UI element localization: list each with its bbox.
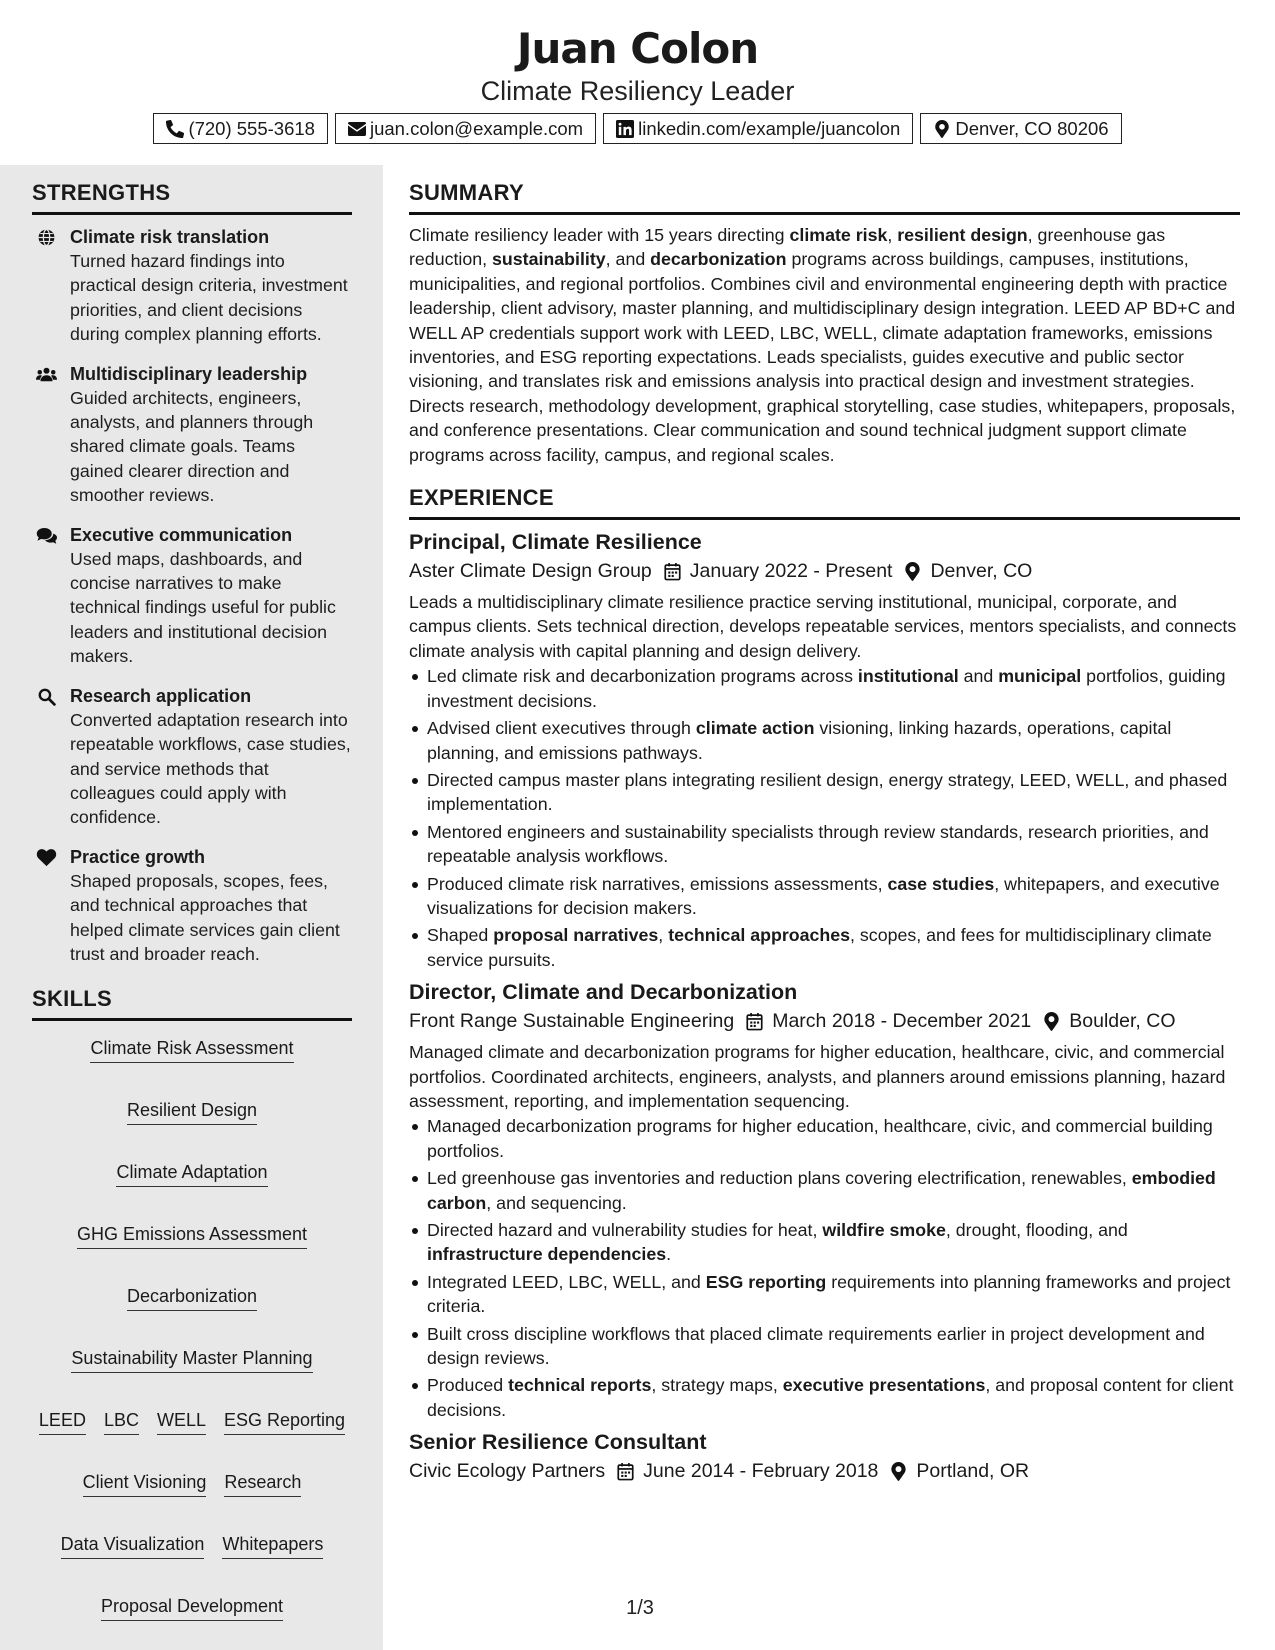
strength-text: Used maps, dashboards, and concise narratives to make technical findings useful for public leaders and institutional decision makers. [70,548,336,667]
skill-tag: ESG Reporting [224,1409,345,1435]
job-bullets [409,664,1240,972]
skill-tag: Client Visioning [83,1471,207,1497]
calendar-icon [664,562,681,581]
contact-email-text: juan.colon@example.com [369,117,584,139]
map-pin-icon [890,1462,907,1481]
map-pin-icon [904,562,921,581]
contact-phone[interactable] [153,113,328,144]
job-entry [409,528,1240,972]
skill-tag: Proposal Development [101,1595,283,1621]
job-meta [409,1006,1240,1036]
job-description: Leads a multidisciplinary climate resilience practice serving institutional, municipal, corporate, and campus clients. Sets technical direction, develops repeatable services, mentors specialists, and connects climate analysis with capital planning and design delivery. [409,592,1237,661]
strength-title: Multidisciplinary leadership [70,363,308,384]
resume-header [0,0,1275,144]
globe-icon [36,228,57,247]
strength-text: Turned hazard findings into practical design criteria, investment priorities, and client decisions during complex planning efforts. [70,251,348,345]
skill-tag: Sustainability Master Planning [71,1347,312,1373]
strength-title: Research application [70,685,252,706]
contact-linkedin-text: linkedin.com/example/juancolon [638,117,901,139]
summary-heading: SUMMARY [409,180,1240,215]
candidate-title: Climate Resiliency Leader [480,76,795,106]
job-bullet: Produced technical reports, strategy maps, executive presentations, and proposal content for client decisions. [409,1373,1240,1422]
calendar-icon [746,1012,763,1031]
job-description: Managed climate and decarbonization programs for higher education, healthcare, civic, and commercial portfolios. Coordinated architects, engineers, analysts, and planners around emissions planning, hazard assessment, reporting, and implementation sequencing. [409,1042,1226,1111]
contact-location-text: Denver, CO 80206 [955,117,1109,139]
skill-tag: WELL [157,1409,206,1435]
skills-heading: SKILLS [32,986,352,1021]
job-company: Aster Climate Design Group [409,560,652,583]
experience-heading: EXPERIENCE [409,485,1240,520]
page-number: 1/3 [626,1597,654,1619]
job-title: Principal, Climate Resilience [409,530,702,555]
job-dates: January 2022 - Present [689,560,893,583]
job-dates: March 2018 - December 2021 [772,1010,1032,1033]
skills-list [32,1031,352,1621]
search-icon [36,687,57,706]
skill-tag: Whitepapers [222,1533,323,1559]
skill-tag: LBC [104,1409,139,1435]
job-meta [409,556,1240,586]
sidebar [32,180,352,1621]
heart-icon [36,848,57,867]
strength-text: Shaped proposals, scopes, fees, and technical approaches that helped climate services gain client trust and broader reach. [70,870,340,964]
strength-text: Converted adaptation research into repeatable workflows, case studies, and service methods that colleagues could apply with confidence. [70,709,351,828]
job-entry [409,978,1240,1422]
contact-linkedin[interactable] [603,113,913,144]
job-bullet: Directed hazard and vulnerability studies for heat, wildfire smoke, drought, flooding, and infrastructure dependencies. [409,1218,1240,1267]
job-entry [409,1428,1240,1486]
job-company: Civic Ecology Partners [409,1460,606,1483]
candidate-name: Juan Colon [516,24,759,73]
job-bullet: Directed campus master plans integrating resilient design, energy strategy, LEED, WELL, and phased implementation. [409,768,1240,817]
job-bullet: Built cross discipline workflows that placed climate requirements earlier in project development and design reviews. [409,1322,1240,1371]
strength-item [32,225,352,347]
job-location: Denver, CO [930,560,1033,583]
job-bullet: Advised client executives through climate action visioning, linking hazards, operations, capital planning, and emissions pathways. [409,716,1240,765]
job-company: Front Range Sustainable Engineering [409,1010,735,1033]
contact-email[interactable] [335,113,596,144]
job-title: Director, Climate and Decarbonization [409,980,798,1005]
job-bullet: Managed decarbonization programs for higher education, healthcare, civic, and commercial building portfolios. [409,1114,1240,1163]
job-meta [409,1456,1240,1486]
main-content [409,180,1240,1492]
phone-icon [166,120,184,138]
contact-phone-text: (720) 555-3618 [188,117,315,139]
job-location: Boulder, CO [1069,1010,1176,1033]
strength-item [32,684,352,830]
strength-item [32,362,352,508]
strength-item [32,845,352,967]
job-bullet: Mentored engineers and sustainability specialists through review standards, research priorities, and repeatable analysis workflows. [409,820,1240,869]
strength-title: Practice growth [70,846,206,867]
job-bullet: Shaped proposal narratives, technical approaches, scopes, and fees for multidisciplinary climate service pursuits. [409,923,1240,972]
map-pin-icon [933,120,951,138]
job-bullet: Produced climate risk narratives, emissions assessments, case studies, whitepapers, and executive visualizations for decision makers. [409,872,1240,921]
map-pin-icon [1043,1012,1060,1031]
skill-tag: Climate Adaptation [116,1161,267,1187]
skill-tag: Data Visualization [61,1533,205,1559]
skill-tag: Research [224,1471,301,1497]
calendar-icon [617,1462,634,1481]
job-location: Portland, OR [916,1460,1030,1483]
skill-tag: Decarbonization [127,1285,257,1311]
skill-tag: Climate Risk Assessment [90,1037,293,1063]
skill-tag: LEED [39,1409,86,1435]
strength-item [32,523,352,669]
job-bullets [409,1114,1240,1422]
contact-location [920,113,1121,144]
users-icon [36,365,57,384]
strength-text: Guided architects, engineers, analysts, and planners through shared climate goals. Teams gained clearer direction and smoother reviews. [70,387,314,506]
skill-tag: Resilient Design [127,1099,257,1125]
job-dates: June 2014 - February 2018 [643,1460,879,1483]
linkedin-icon [616,120,634,138]
strength-title: Executive communication [70,524,293,545]
contact-bar [0,113,1275,144]
skill-tag: GHG Emissions Assessment [77,1223,307,1249]
envelope-icon [348,120,366,138]
job-title: Senior Resilience Consultant [409,1430,707,1455]
strength-title: Climate risk translation [70,227,270,247]
strengths-heading: STRENGTHS [32,180,352,215]
job-bullet: Led climate risk and decarbonization programs across institutional and municipal portfolios, guiding investment decisions. [409,664,1240,713]
summary-text: Climate resiliency leader with 15 years directing climate risk, resilient design, greenhouse gas reduction, sustainability, and decarbonization programs across buildings, campuses, institutions, municipalities, and regional portfolios. Combines civil and environmental engineering depth with practice leadership, client advisory, master planning, and multidisciplinary design integration. LEED AP BD+C and WELL AP credentials support work with LEED, LBC, WELL, climate adaptation frameworks, emissions inventories, and ESG reporting expectations. Leads specialists, guides executive and public sector visioning, and translates risk and emissions analysis into practical design and investment strategies. Directs research, methodology development, graphical storytelling, case studies, whitepapers, proposals, and conference presentations. Clear communication and sound technical judgment support climate programs across facility, campus, and regional scales. [409,225,1236,465]
comments-icon [36,526,57,545]
job-bullet: Led greenhouse gas inventories and reduction plans covering electrification, renewables, embodied carbon, and sequencing. [409,1166,1240,1215]
job-bullet: Integrated LEED, LBC, WELL, and ESG reporting requirements into planning frameworks and project criteria. [409,1270,1240,1319]
